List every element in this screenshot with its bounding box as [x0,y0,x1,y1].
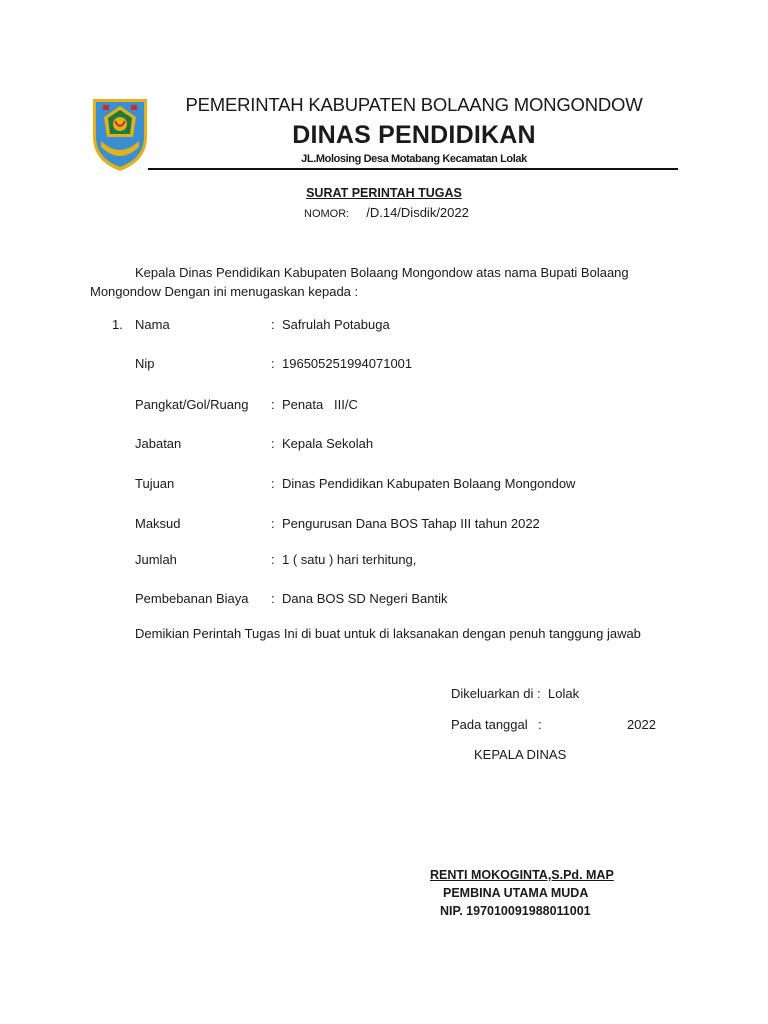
letter-number-label: NOMOR: [304,208,350,220]
field-label-nip: Nip [135,356,155,371]
field-label-pangkat: Pangkat/Gol/Ruang [135,397,249,412]
field-value-pembebanan: Dana BOS SD Negeri Bantik [282,591,448,606]
field-value-pangkat: Penata III/C [282,397,358,412]
item-number: 1. [112,317,123,332]
field-colon: : [271,476,275,491]
letter-number [304,205,469,220]
issued-at-label: Dikeluarkan di [451,686,534,701]
field-label-pembebanan: Pembebanan Biaya [135,591,249,606]
field-label-maksud: Maksud [135,516,181,531]
field-label-jumlah: Jumlah [135,552,177,567]
field-colon: : [271,516,275,531]
field-colon: : [271,591,275,606]
regency-emblem-logo [91,97,149,173]
field-label-tujuan: Tujuan [135,476,175,491]
field-value-jumlah: 1 ( satu ) hari terhitung, [282,552,417,567]
field-colon: : [271,356,275,371]
signature-colon: : [538,717,542,732]
field-colon: : [271,436,275,451]
field-value-maksud: Pengurusan Dana BOS Tahap III tahun 2022 [282,516,540,531]
closing-statement: Demikian Perintah Tugas Ini di buat untuk di laksanakan dengan penuh tanggung jawab [135,626,641,641]
government-heading: PEMERINTAH KABUPATEN BOLAANG MONGONDOW [185,94,643,115]
agency-address: JL.Molosing Desa Motabang Kecamatan Lolak [301,153,527,165]
issued-at-value: Lolak [548,686,580,701]
field-label-jabatan: Jabatan [135,436,182,451]
field-value-tujuan: Dinas Pendidikan Kabupaten Bolaang Mongondow [282,476,576,491]
letterhead-divider [148,168,678,170]
intro-line-2: Mongondow Dengan ini menugaskan kepada : [90,284,359,299]
field-value-nama: Safrulah Potabuga [282,317,390,332]
field-colon: : [271,552,275,567]
intro-line-1: Kepala Dinas Pendidikan Kabupaten Bolaang Mongondow atas nama Bupati Bolaang [135,265,629,280]
letter-title: SURAT PERINTAH TUGAS [306,186,462,200]
date-label: Pada tanggal [451,717,528,732]
signature-colon: : [537,686,541,701]
signatory-position: KEPALA DINAS [474,747,567,762]
field-value-jabatan: Kepala Sekolah [282,436,374,451]
field-value-nip: 196505251994071001 [282,356,413,371]
signatory-rank: PEMBINA UTAMA MUDA [443,886,589,900]
field-label-nama: Nama [135,317,170,332]
date-value: 2022 [627,717,656,732]
field-colon: : [271,397,275,412]
signatory-name: RENTI MOKOGINTA,S.Pd. MAP [430,868,614,882]
letter-number-value: /D.14/Disdik/2022 [366,205,469,220]
signatory-nip: NIP. 197010091988011001 [440,904,591,918]
field-colon: : [271,317,275,332]
agency-heading: DINAS PENDIDIKAN [292,121,536,149]
